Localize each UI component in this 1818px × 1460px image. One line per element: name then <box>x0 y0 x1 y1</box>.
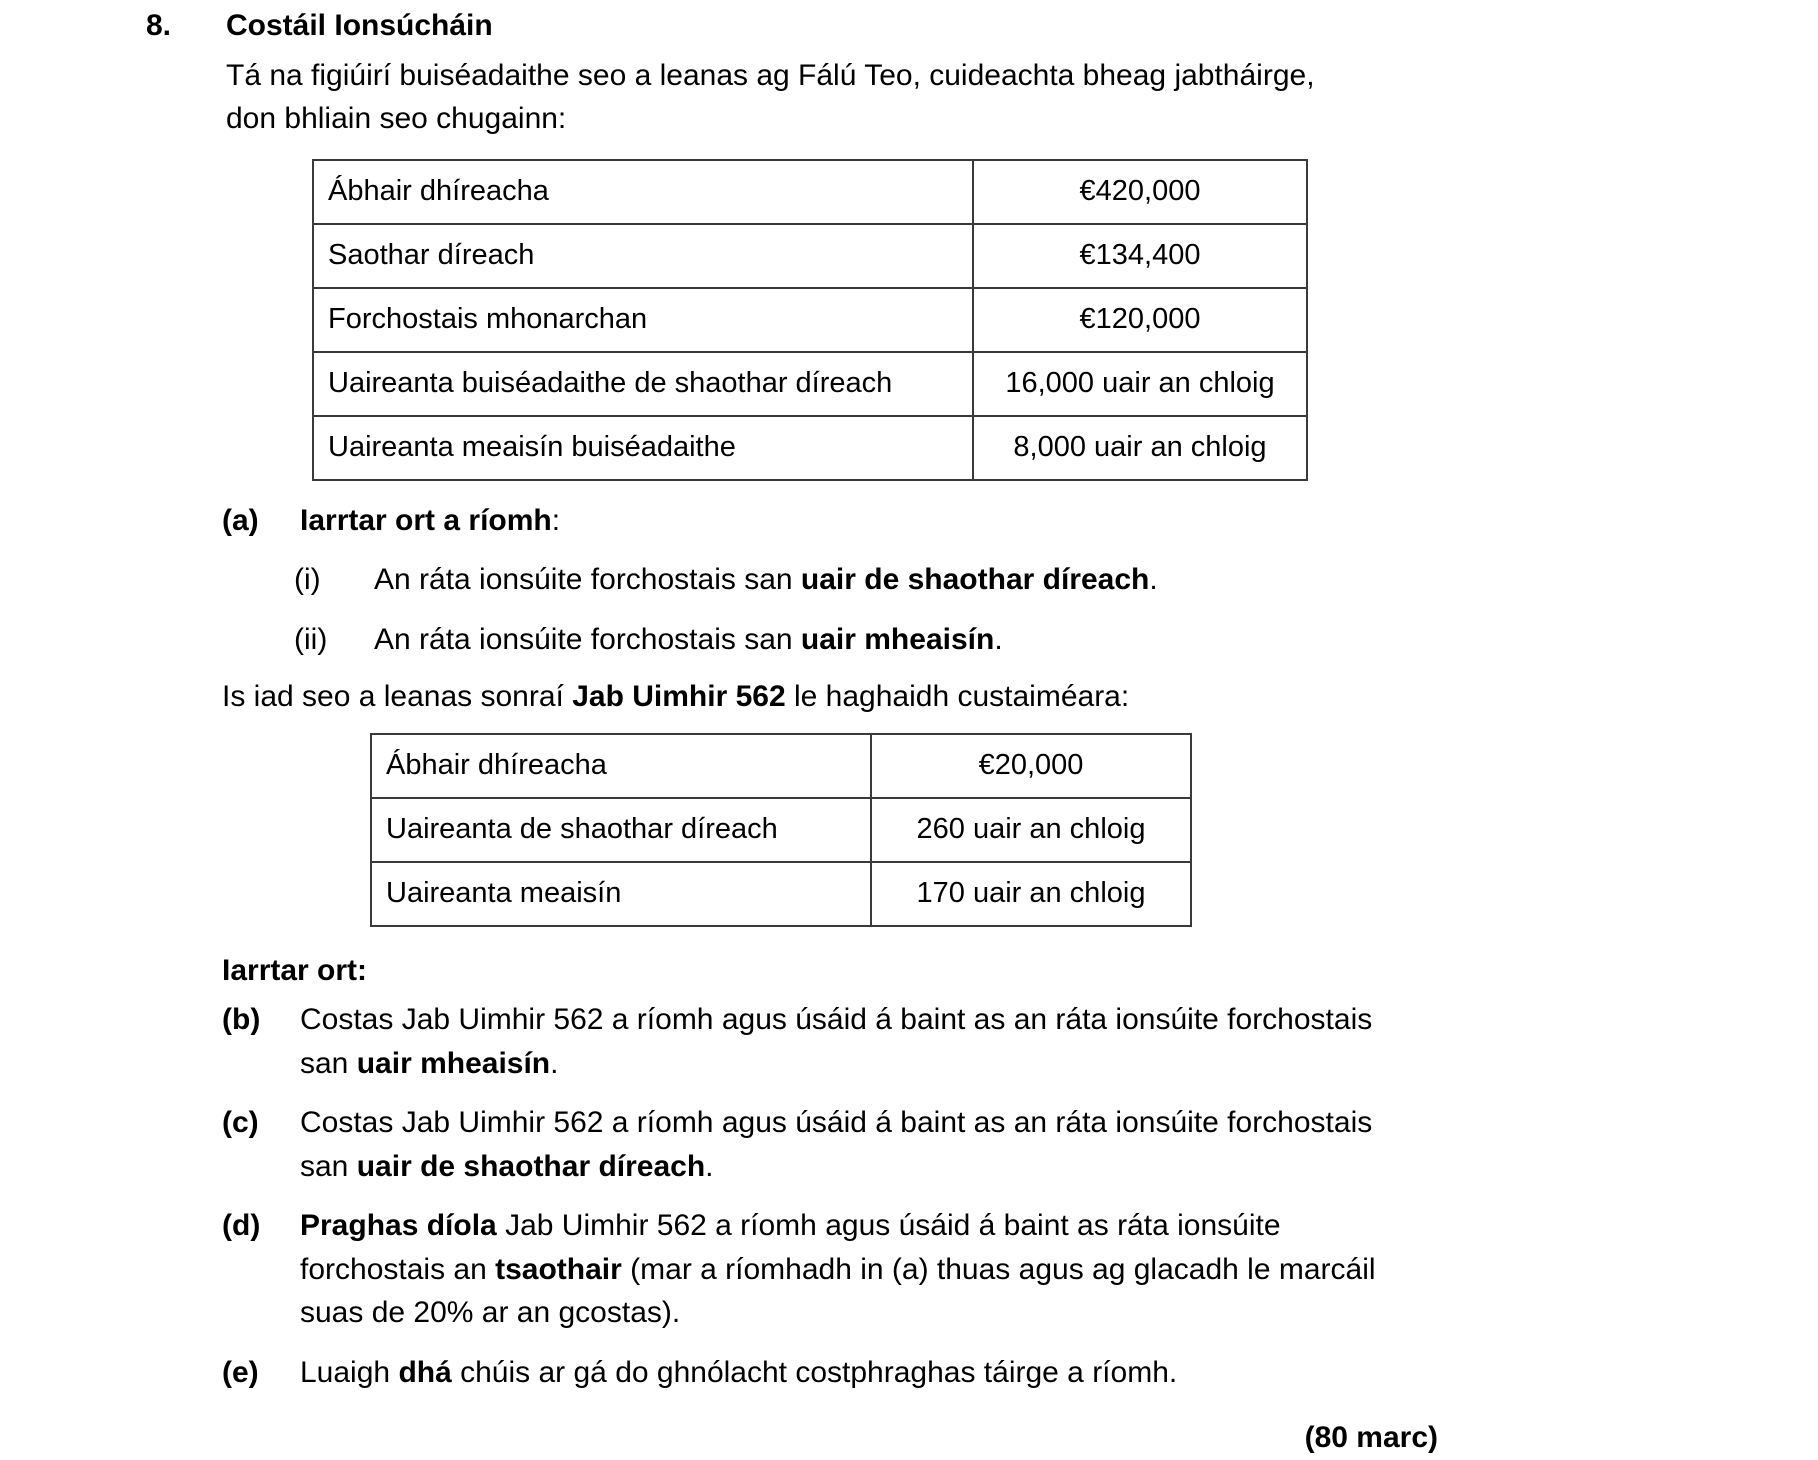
table-cell-label: Saothar díreach <box>313 224 973 288</box>
job-details-table <box>370 733 1192 927</box>
part-a-heading-tail: : <box>551 503 561 537</box>
part-a-item-ii-text <box>374 618 1464 662</box>
part-c <box>222 1101 1818 1188</box>
job-intro-paragraph <box>222 675 1818 719</box>
text-segment: . <box>1149 563 1158 597</box>
part-d-body <box>300 1204 1818 1335</box>
text-segment: An ráta ionsúite forchostais san <box>374 563 801 597</box>
question-header-body <box>226 4 1818 141</box>
part-b <box>222 998 1818 1085</box>
table-cell-label: Uaireanta meaisín buiséadaithe <box>313 416 973 480</box>
part-e-body <box>300 1351 1818 1395</box>
text-segment: . <box>550 1046 559 1080</box>
marks-total: (80 marc) <box>1304 1421 1438 1455</box>
table-row <box>313 352 1307 416</box>
part-b-body <box>300 998 1818 1085</box>
table-cell-value: €134,400 <box>973 224 1307 288</box>
text-segment: Is iad seo a leanas sonraí <box>222 680 573 714</box>
part-a-item-i-marker: (i) <box>294 563 321 597</box>
table-cell-value: €420,000 <box>973 160 1307 224</box>
iarrtar-ort-bold: Iarrtar ort <box>222 953 358 987</box>
table-cell-label: Uaireanta meaisín <box>371 862 871 926</box>
table-cell-value: 8,000 uair an chloig <box>973 416 1307 480</box>
table-row <box>313 160 1307 224</box>
question-number: 8. <box>146 9 172 42</box>
job-details-table-wrapper <box>370 733 1192 927</box>
part-e-marker: (e) <box>222 1355 259 1389</box>
text-segment: Costas Jab Uimhir 562 a ríomh agus úsáid á baint as an ráta ionsúite forchostais san <box>300 1106 1373 1183</box>
text-segment-bold: dhá <box>398 1355 452 1389</box>
part-a-marker: (a) <box>222 503 259 537</box>
table-row <box>313 224 1307 288</box>
text-segment: An ráta ionsúite forchostais san <box>374 622 801 656</box>
budgeted-figures-table-wrapper <box>312 159 1308 481</box>
part-a-item-i <box>294 558 1818 602</box>
table-cell-value: €20,000 <box>871 734 1191 798</box>
question-intro-text: Tá na figiúirí buiséadaithe seo a leanas ag Fálú Teo, cuideachta bheag jabtháirge, don bhliain seo chugainn: <box>226 58 1315 135</box>
text-segment-bold: Praghas díola <box>300 1209 497 1243</box>
part-c-body <box>300 1101 1818 1188</box>
part-d-marker: (d) <box>222 1209 261 1243</box>
part-a-item-i-text <box>374 558 1464 602</box>
table-cell-label: Ábhair dhíreacha <box>371 734 871 798</box>
text-segment: . <box>994 622 1003 656</box>
question-title: Costáil Ionsúcháin <box>226 9 493 42</box>
text-segment: . <box>705 1149 714 1183</box>
table-row <box>313 416 1307 480</box>
table-row <box>371 798 1191 862</box>
part-a-item-ii <box>294 618 1818 662</box>
table-cell-value: 170 uair an chloig <box>871 862 1191 926</box>
job-number-bold: Jab Uimhir 562 <box>572 680 786 714</box>
table-cell-value: 260 uair an chloig <box>871 798 1191 862</box>
text-segment: Luaigh <box>300 1355 399 1389</box>
table-row <box>371 862 1191 926</box>
table-cell-label: Ábhair dhíreacha <box>313 160 973 224</box>
part-e-text <box>300 1351 1390 1395</box>
part-a-body <box>300 499 1818 543</box>
table-cell-label: Uaireanta buiséadaithe de shaothar díreach <box>313 352 973 416</box>
part-b-marker: (b) <box>222 1003 261 1037</box>
part-a-heading <box>300 499 1390 543</box>
part-b-text <box>300 998 1390 1085</box>
part-d-text <box>300 1204 1390 1335</box>
text-segment: (mar a ríomhadh in (a) thuas agus ag glacadh le marcáil suas de 20% ar an gcostas). <box>300 1252 1376 1330</box>
text-segment: le haghaidh custaiméara: <box>785 680 1130 714</box>
question-header <box>0 0 1818 141</box>
budgeted-figures-table <box>312 159 1308 481</box>
text-segment-bold: tsaothair <box>495 1252 622 1286</box>
text-segment: Costas Jab Uimhir 562 a ríomh agus úsáid á baint as an ráta ionsúite forchostais san <box>300 1003 1373 1080</box>
table-cell-value: 16,000 uair an chloig <box>973 352 1307 416</box>
part-a-item-i-body <box>374 558 1818 602</box>
part-e <box>222 1351 1818 1395</box>
part-c-text <box>300 1101 1390 1188</box>
text-segment: Jab Uimhir 562 a ríomh agus úsáid á baint as ráta ionsúite forchostais an <box>300 1209 1281 1286</box>
table-cell-label: Uaireanta de shaothar díreach <box>371 798 871 862</box>
part-a-item-ii-body <box>374 618 1818 662</box>
part-a <box>222 499 1818 543</box>
iarrtar-ort-label <box>222 949 1818 993</box>
text-segment-bold: uair de shaothar díreach <box>800 563 1150 597</box>
iarrtar-ort-tail: : <box>357 953 368 987</box>
part-a-item-ii-marker: (ii) <box>294 622 328 656</box>
table-row <box>313 288 1307 352</box>
text-segment-bold: uair de shaothar díreach <box>356 1149 706 1183</box>
text-segment: chúis ar gá do ghnólacht costphraghas táirge a ríomh. <box>451 1355 1178 1389</box>
table-cell-value: €120,000 <box>973 288 1307 352</box>
text-segment-bold: uair mheaisín <box>800 622 995 656</box>
part-d <box>222 1204 1818 1335</box>
table-row <box>371 734 1191 798</box>
part-c-marker: (c) <box>222 1106 259 1140</box>
text-segment-bold: uair mheaisín <box>356 1046 551 1080</box>
table-cell-label: Forchostais mhonarchan <box>313 288 973 352</box>
part-a-heading-bold: Iarrtar ort a ríomh <box>300 503 552 537</box>
